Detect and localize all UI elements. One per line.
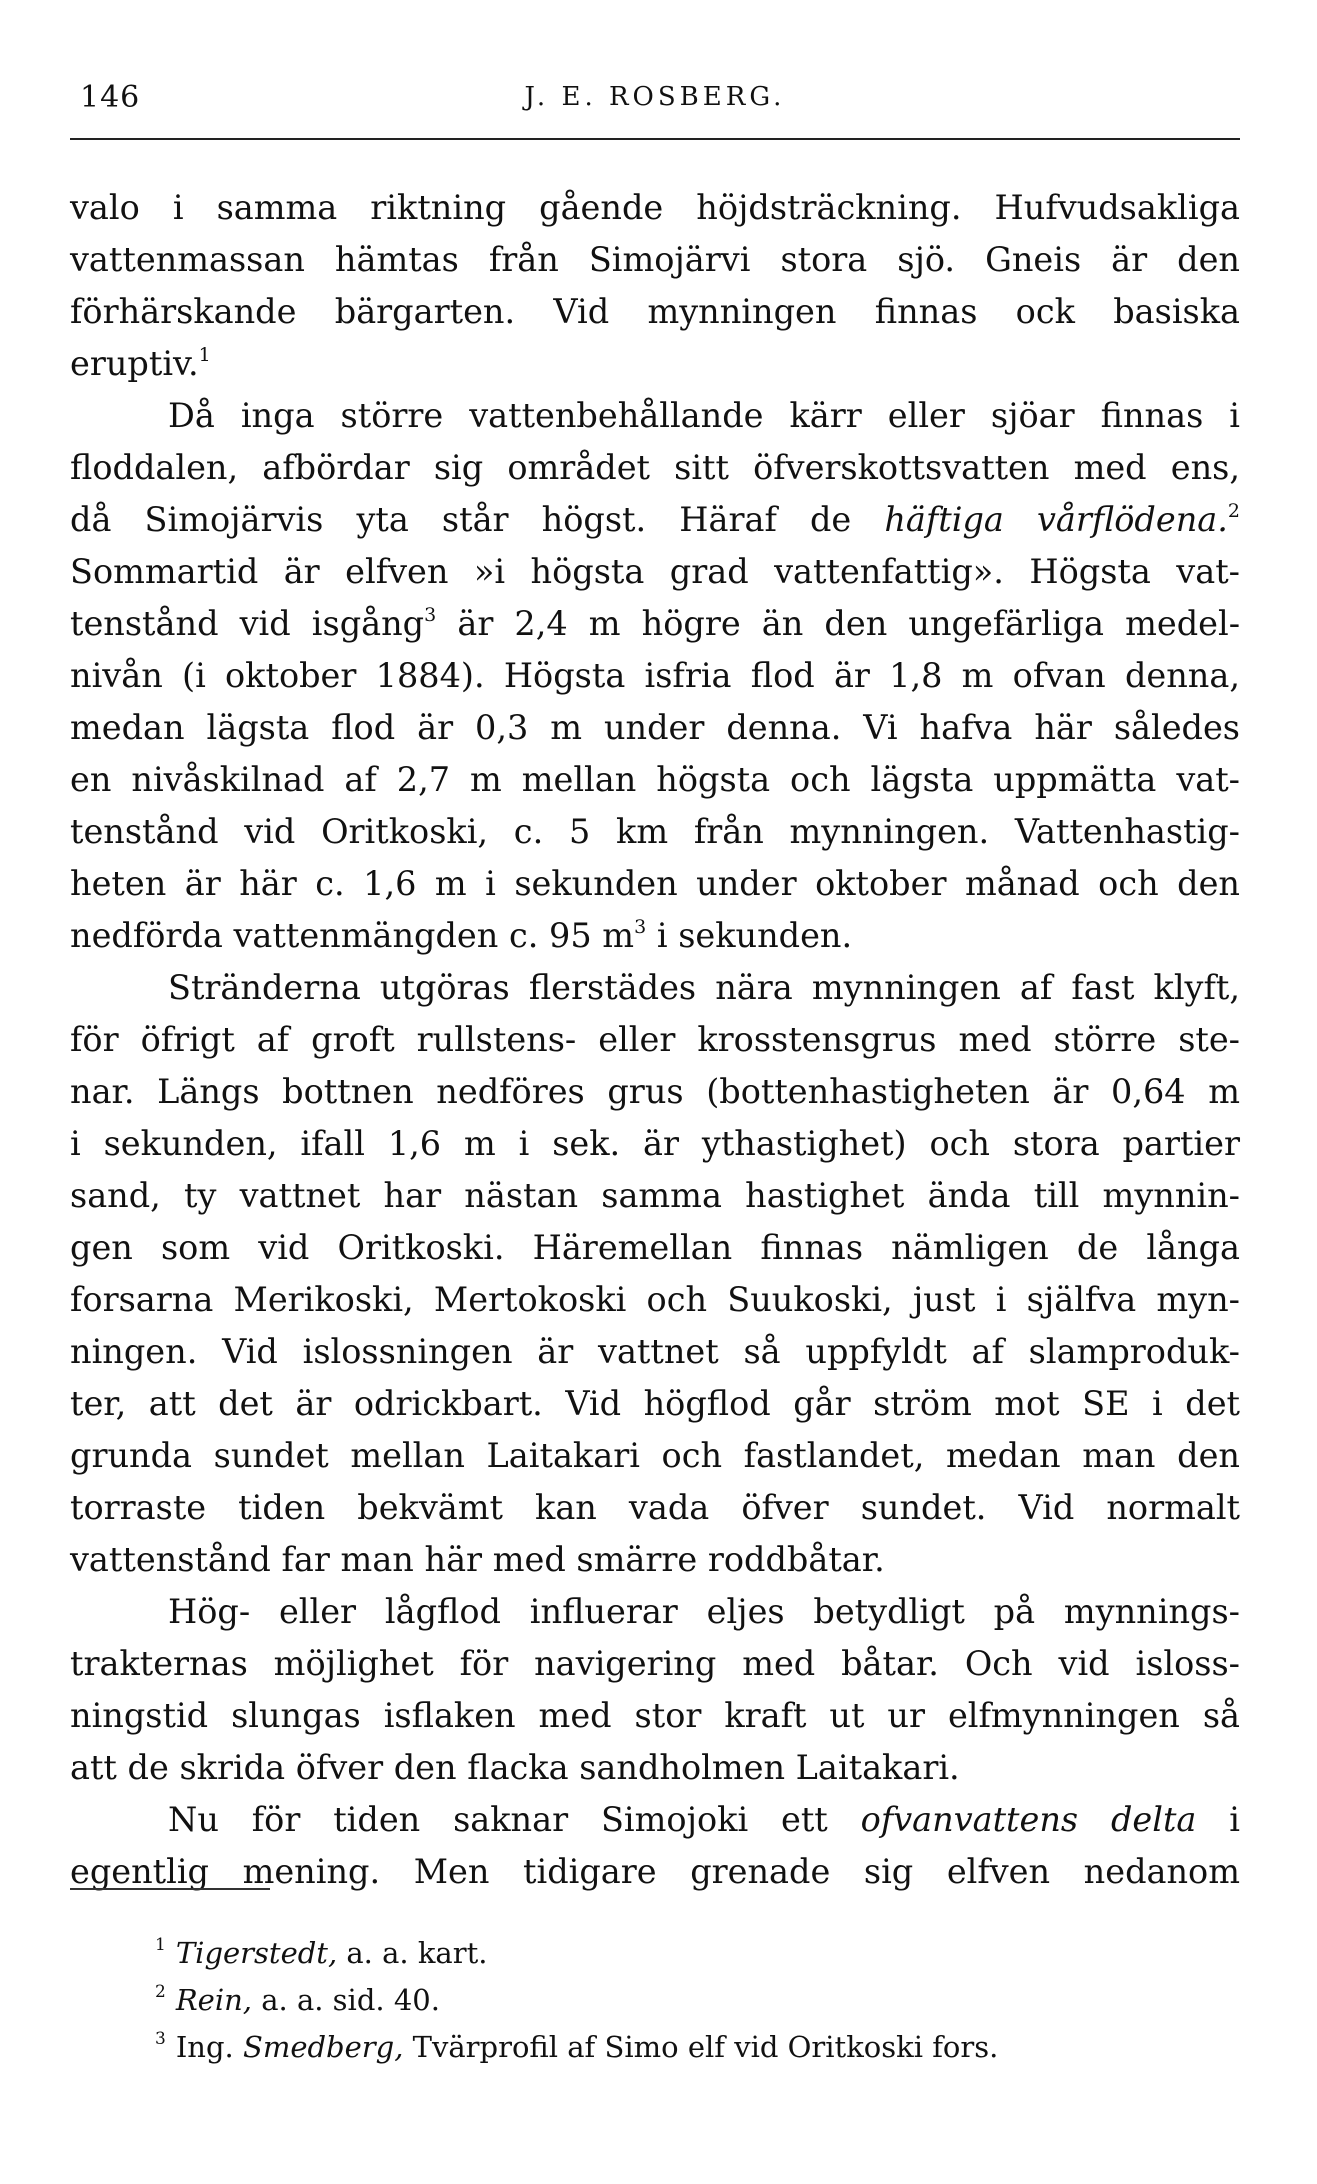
text-segment: nedförda vattenmängden c. 95 m [70, 916, 635, 955]
text-line: valo i samma riktning gående höjdsträckning. Hufvudsakliga [70, 188, 1240, 227]
text-line: för öfrigt af groft rullstens- eller krosstensgrus med större ste- [70, 1020, 1240, 1059]
superscript-exponent: 3 [634, 916, 647, 938]
text-line: floddalen, afbördar sig området sitt öfverskottsvatten med ens, [70, 448, 1240, 487]
text-line: nar. Längs bottnen nedföres grus (bottenhastigheten är 0,64 m [70, 1072, 1240, 1111]
text-line [70, 494, 1240, 546]
text-line: heten är här c. 1,6 m i sekunden under oktober månad och den [70, 864, 1240, 903]
italic-term: ofvanvattens delta [860, 1800, 1197, 1839]
text-line: egentlig mening. Men tidigare grenade sig elfven nedanom [70, 1852, 1240, 1891]
text-segment: tenstånd vid isgång [70, 604, 425, 643]
footnote-ref[interactable]: 1 [198, 344, 211, 366]
page-number: 146 [80, 80, 141, 115]
running-head: J. E. ROSBERG. [524, 82, 786, 112]
text-line: Sommartid är elfven »i högsta grad vattenfattig». Högsta vat- [70, 552, 1240, 591]
body-text [70, 182, 1240, 1898]
footnote-author: Rein, [175, 1983, 252, 2017]
text-line: förhärskande bärgarten. Vid mynningen finnas ock basiska [70, 292, 1240, 331]
text-line: Hög- eller lågflod influerar eljes betydligt på mynnings- [168, 1592, 1240, 1631]
text-segment: i [1229, 1800, 1240, 1839]
text-line: Stränderna utgöras flerstädes nära mynningen af fast klyft, [168, 968, 1240, 1007]
text-line: medan lägsta flod är 0,3 m under denna. Vi hafva här således [70, 708, 1240, 747]
text-line: gen som vid Oritkoski. Häremellan finnas nämligen de långa [70, 1228, 1240, 1267]
text-line [70, 910, 1240, 962]
footnote-1 [155, 1930, 1155, 1977]
text-line: forsarna Merikoski, Mertokoski och Suukoski, just i själfva myn- [70, 1280, 1240, 1319]
text-line: grunda sundet mellan Laitakari och fastlandet, medan man den [70, 1436, 1240, 1475]
footnote-text: Tvärprofil af Simo elf vid Oritkoski fors. [412, 2030, 999, 2064]
footnote-ref[interactable]: 3 [424, 604, 437, 626]
text-segment: är 2,4 m högre än den ungefärliga medel- [457, 604, 1241, 643]
footnote-2 [155, 1977, 1155, 2024]
footnotes [155, 1930, 1155, 2071]
header-rule [70, 138, 1240, 140]
text-line: sand, ty vattnet har nästan samma hastighet ända till mynnin- [70, 1176, 1240, 1215]
footnote-mark: 3 [155, 2029, 166, 2049]
text-line: ningen. Vid islossningen är vattnet så uppfyldt af slamproduk- [70, 1332, 1240, 1371]
footnote-text: a. a. sid. 40. [261, 1983, 440, 2017]
footnote-rule [70, 1888, 270, 1890]
text-line: Då inga större vattenbehållande kärr eller sjöar finnas i [168, 396, 1240, 435]
page-header [70, 80, 1240, 130]
footnote-author: Tigerstedt, [175, 1936, 338, 1970]
text-line: tenstånd vid Oritkoski, c. 5 km från mynningen. Vattenhastig- [70, 812, 1240, 851]
footnote-ref[interactable]: 2 [1227, 500, 1240, 522]
text-line: ter, att det är odrickbart. Vid högflod går ström mot SE i det [70, 1384, 1240, 1423]
footnote-mark: 2 [155, 1982, 166, 2002]
footnote-mark: 1 [155, 1935, 166, 1955]
text-segment: i sekunden. [656, 916, 853, 955]
text-segment: Nu för tiden saknar Simojoki ett [168, 1800, 828, 1839]
text-line: vattenmassan hämtas från Simojärvi stora sjö. Gneis är den [70, 240, 1240, 279]
text-line: att de skrida öfver den flacka sandholmen Laitakari. [70, 1748, 960, 1787]
text-line [70, 338, 1240, 390]
italic-term: häftiga vårflödena. [884, 500, 1228, 539]
text-line [70, 1794, 1240, 1846]
text-line: i sekunden, ifall 1,6 m i sek. är ythastighet) och stora partier [70, 1124, 1240, 1163]
text-segment: då Simojärvis yta står högst. Häraf de [70, 500, 852, 539]
footnote-text: a. a. kart. [346, 1936, 488, 1970]
footnote-3 [155, 2024, 1155, 2071]
text-line: nivån (i oktober 1884). Högsta isfria flod är 1,8 m ofvan denna, [70, 656, 1240, 695]
footnote-prefix: Ing. [175, 2030, 234, 2064]
text-line: en nivåskilnad af 2,7 m mellan högsta och lägsta uppmätta vat- [70, 760, 1240, 799]
text-line: ningstid slungas isflaken med stor kraft ut ur elfmynningen så [70, 1696, 1240, 1735]
footnote-author: Smedberg, [242, 2030, 404, 2064]
text-line: trakternas möjlighet för navigering med båtar. Och vid isloss- [70, 1644, 1240, 1683]
text-segment: eruptiv. [70, 344, 199, 383]
text-line: vattenstånd far man här med smärre roddbåtar. [70, 1540, 885, 1579]
text-line: torraste tiden bekvämt kan vada öfver sundet. Vid normalt [70, 1488, 1240, 1527]
text-line [70, 598, 1240, 650]
